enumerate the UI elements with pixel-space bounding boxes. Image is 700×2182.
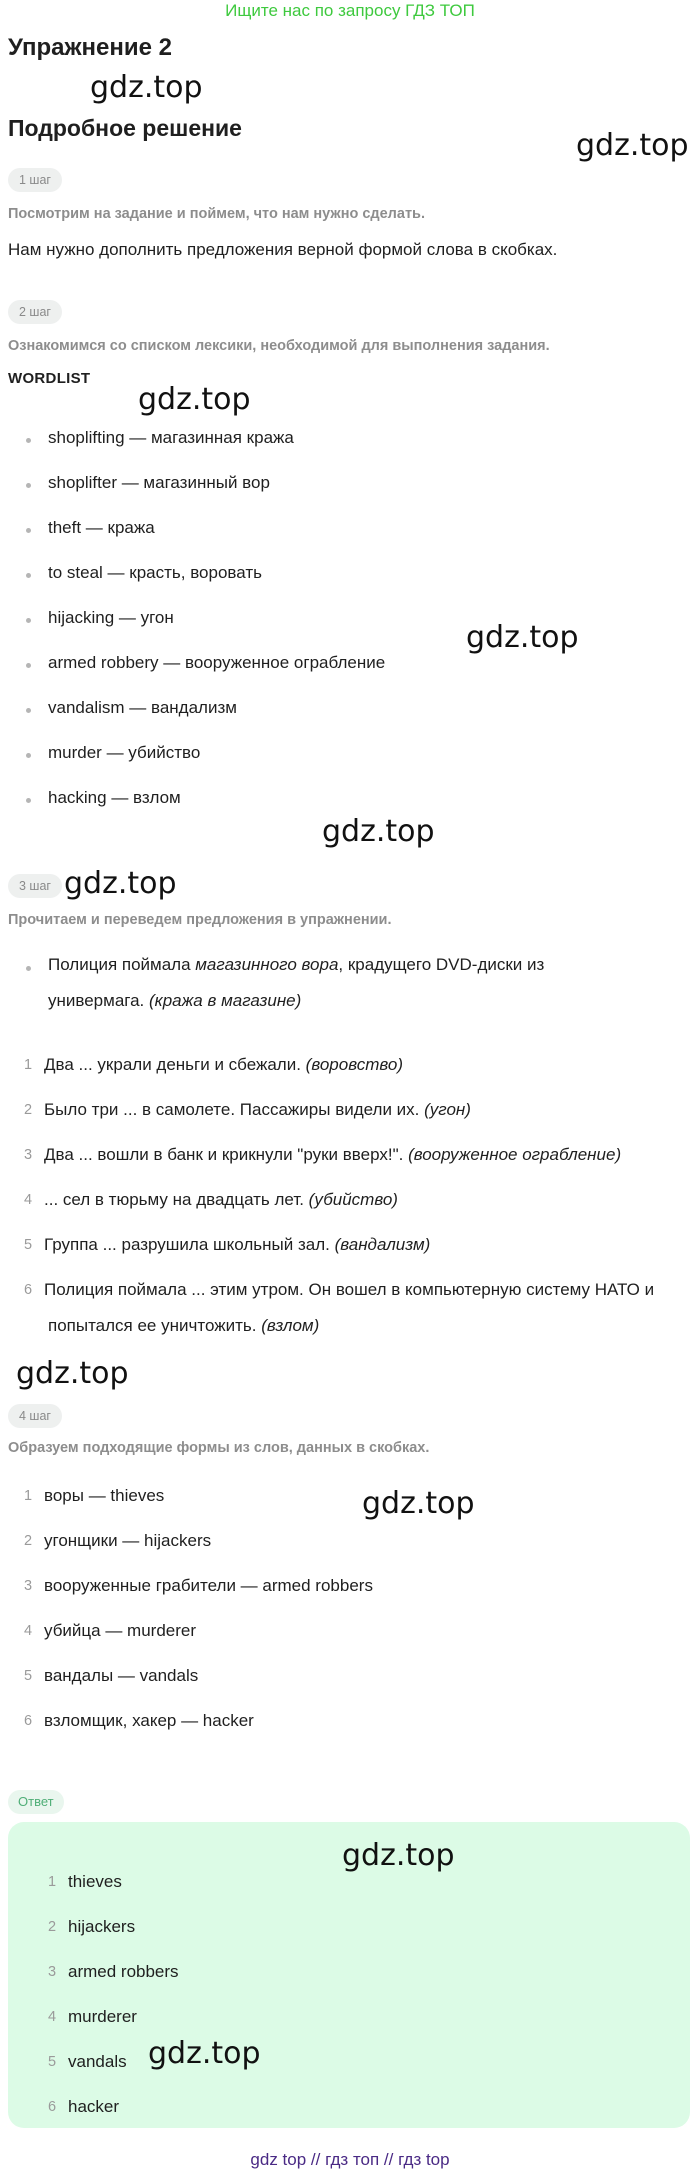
wordlist-item: to steal — красть, воровать — [48, 563, 262, 582]
bullet — [26, 708, 31, 713]
step-hint: Образуем подходящие формы из слов, данных в скобках. — [8, 1440, 430, 1456]
word-form: взломщик, хакер — hacker — [44, 1711, 254, 1730]
bullet — [26, 798, 31, 803]
item-number: 1 — [24, 1057, 33, 1073]
step-badge: 1 шаг — [8, 168, 62, 192]
exercise-sentence — [44, 1280, 654, 1300]
wordlist-item: shoplifter — магазинный вор — [48, 473, 270, 492]
exercise-sentence — [44, 1190, 398, 1210]
answer-badge: Ответ — [8, 1790, 64, 1814]
watermark: gdz.top — [362, 1486, 475, 1521]
answer-item: vandals — [68, 2052, 127, 2071]
sentence-text: Полиция поймала ... этим утром. Он вошел в компьютерную систему НАТО и — [44, 1280, 655, 1299]
item-number: 2 — [24, 1533, 33, 1549]
exercise-sentence — [44, 1055, 403, 1075]
answer-item: thieves — [68, 1872, 122, 1891]
item-number: 2 — [24, 1102, 33, 1118]
item-number: 6 — [24, 1282, 33, 1298]
item-number: 3 — [48, 1964, 57, 1980]
bullet — [26, 966, 31, 971]
watermark: gdz.top — [90, 70, 203, 105]
item-number: 6 — [48, 2099, 57, 2115]
word-form: вандалы — vandals — [44, 1666, 199, 1685]
item-number: 1 — [24, 1488, 33, 1504]
bullet — [26, 573, 31, 578]
word-form: воры — thieves — [44, 1486, 165, 1505]
word-form: убийца — murderer — [44, 1621, 197, 1640]
wordlist-item: theft — кража — [48, 518, 155, 537]
bullet — [26, 528, 31, 533]
step-badge: 3 шаг — [8, 874, 62, 898]
page-title: Упражнение 2 — [8, 34, 172, 61]
example-line: Полиция поймала магазинного вора, крадущего DVD-диски из — [48, 955, 545, 974]
answer-item: hacker — [68, 2097, 120, 2116]
exercise-sentence — [48, 1316, 319, 1336]
bullet — [26, 483, 31, 488]
exercise-sentence — [44, 1235, 430, 1255]
step-text: Нам нужно дополнить предложения верной формой слова в скобках. — [8, 240, 558, 259]
watermark: gdz.top — [138, 382, 251, 417]
item-number: 6 — [24, 1713, 33, 1729]
item-number: 1 — [48, 1874, 57, 1890]
exercise-sentence — [44, 1100, 471, 1120]
sentence-text: Два ... вошли в банк и крикнули "руки вверх!". — [44, 1145, 409, 1164]
wordlist-item: hijacking — угон — [48, 608, 174, 627]
example-line: универмага. (кража в магазине) — [48, 991, 302, 1010]
exercise-sentence — [44, 1145, 621, 1165]
bullet — [26, 753, 31, 758]
answer-item: armed robbers — [68, 1962, 179, 1981]
sentence-hint: (убийство) — [308, 1190, 398, 1209]
sentence-hint: (угон) — [424, 1100, 471, 1119]
watermark: gdz.top — [576, 128, 689, 163]
sentence-hint: (воровство) — [305, 1055, 403, 1074]
item-number: 3 — [24, 1147, 33, 1163]
wordlist-item: armed robbery — вооруженное ограбление — [48, 653, 386, 672]
item-number: 3 — [24, 1578, 33, 1594]
item-number: 4 — [48, 2009, 57, 2025]
wordlist-item: shoplifting — магазинная кража — [48, 428, 294, 447]
sentence-text: ... сел в тюрьму на двадцать лет. — [44, 1190, 309, 1209]
bullet — [26, 618, 31, 623]
step-hint: Посмотрим на задание и поймем, что нам нужно сделать. — [8, 206, 425, 222]
bullet — [26, 438, 31, 443]
wordlist-item: vandalism — вандализм — [48, 698, 237, 717]
step-badge: 4 шаг — [8, 1404, 62, 1428]
footer-links[interactable]: gdz top // гдз топ // гдз top — [250, 2150, 450, 2169]
wordlist-title: WORDLIST — [8, 370, 91, 387]
wordlist-item: murder — убийство — [48, 743, 201, 762]
bullet — [26, 663, 31, 668]
item-number: 5 — [48, 2054, 57, 2070]
sentence-text: Два ... украли деньги и сбежали. — [44, 1055, 306, 1074]
item-number: 4 — [24, 1192, 33, 1208]
step-hint: Прочитаем и переведем предложения в упражнении. — [8, 912, 392, 928]
watermark: gdz.top — [64, 866, 177, 901]
step-hint: Ознакомимся со списком лексики, необходимой для выполнения задания. — [8, 338, 550, 354]
sentence-text: попытался ее уничтожить. — [48, 1316, 262, 1335]
wordlist-item: hacking — взлом — [48, 788, 181, 807]
top-banner[interactable]: Ищите нас по запросу ГДЗ ТОП — [225, 1, 475, 20]
item-number: 4 — [24, 1623, 33, 1639]
sentence-text: Было три ... в самолете. Пассажиры видели их. — [44, 1100, 425, 1119]
watermark: gdz.top — [148, 2036, 261, 2071]
word-form: вооруженные грабители — armed robbers — [44, 1576, 373, 1595]
watermark: gdz.top — [322, 814, 435, 849]
watermark: gdz.top — [466, 620, 579, 655]
sentence-hint: (вандализм) — [334, 1235, 431, 1254]
answer-item: murderer — [68, 2007, 137, 2026]
watermark: gdz.top — [16, 1356, 129, 1391]
watermark: gdz.top — [342, 1838, 455, 1873]
answer-item: hijackers — [68, 1917, 136, 1936]
word-form: угонщики — hijackers — [44, 1531, 212, 1550]
step-badge: 2 шаг — [8, 300, 62, 324]
sentence-hint: (вооруженное ограбление) — [408, 1145, 622, 1164]
item-number: 5 — [24, 1237, 33, 1253]
sentence-hint: (взлом) — [261, 1316, 320, 1335]
item-number: 2 — [48, 1919, 57, 1935]
sentence-text: Группа ... разрушила школьный зал. — [44, 1235, 335, 1254]
section-title: Подробное решение — [8, 115, 242, 141]
item-number: 5 — [24, 1668, 33, 1684]
